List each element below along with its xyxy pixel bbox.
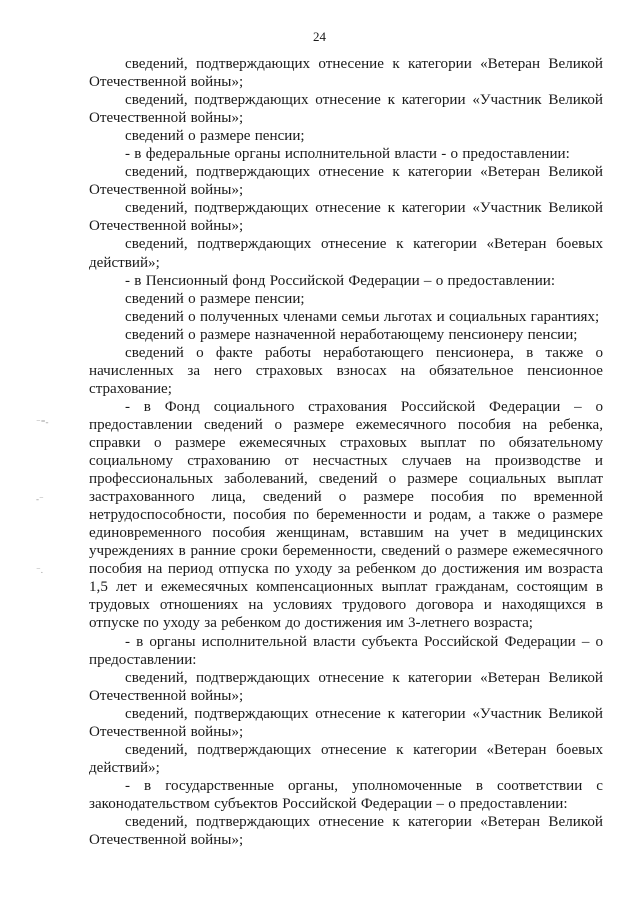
paragraph: сведений, подтверждающих отнесение к категории «Ветеран Великой Отечественной войны»; — [89, 56, 603, 91]
list-item-heading: - в государственные органы, уполномоченные в соответствии с законодательством субъектов Российской Федерации – о предоставлении: — [89, 777, 603, 812]
paragraph: сведений о размере пенсии; — [125, 128, 305, 145]
scan-artifact-mark: ⁻. — [36, 565, 44, 575]
paragraph: сведений о размере назначенной неработающему пенсионеру пенсии; — [125, 326, 578, 343]
list-item-heading: - в Пенсионный фонд Российской Федерации – о предоставлении: — [125, 272, 556, 289]
document-body — [89, 55, 603, 849]
scan-artifact-mark: ⁻⁼‐ — [36, 417, 49, 427]
paragraph: сведений, подтверждающих отнесение к категории «Участник Великой Отечественной войны»; — [89, 200, 603, 235]
paragraph: сведений, подтверждающих отнесение к категории «Ветеран Великой Отечественной войны»; — [89, 164, 603, 199]
paragraph: сведений, подтверждающих отнесение к категории «Ветеран Великой Отечественной войны»; — [89, 669, 603, 704]
paragraph: сведений, подтверждающих отнесение к категории «Участник Великой Отечественной войны»; — [89, 705, 603, 740]
scan-artifact-mark: ‐⁻ — [36, 494, 44, 504]
paragraph: сведений о полученных членами семьи льготах и социальных гарантиях; — [125, 308, 600, 325]
paragraph: сведений о размере пенсии; — [125, 290, 305, 307]
page-number: 24 — [313, 29, 326, 44]
paragraph: сведений, подтверждающих отнесение к категории «Ветеран боевых действий»; — [89, 236, 603, 271]
list-item-heading: - в Фонд социального страхования Российской Федерации – о предоставлении сведений о размере ежемесячного пособия на ребенка, справки о размере ежемесячных страховых выплат по обязательному социальному страхованию от несчастных случаев на производстве и профессиональных заболеваний, сведений о размере социальных выплат застрахованного лица, сведений о размере пособия по временной нетрудоспособности, пособия по беременности и родам, а также о размере единовременного пособия женщинам, вставшим на учет в медицинских учреждениях в ранние сроки беременности, сведений о размере ежемесячного пособия на период отпуска по уходу за ребенком до достижения им возраста 1,5 лет и ежемесячных компенсационных выплат гражданам, состоящим в трудовых отношениях на условиях трудового договора и находящихся в отпуске по уходу за ребенком до достижения им 3-летнего возраста; — [89, 398, 603, 632]
paragraph: сведений, подтверждающих отнесение к категории «Ветеран Великой Отечественной войны»; — [89, 813, 603, 849]
list-item-heading: - в органы исполнительной власти субъекта Российской Федерации – о предоставлении: — [89, 633, 603, 668]
paragraph: сведений о факте работы неработающего пенсионера, в также о начисленных за него страховых взносах на обязательное пенсионное страхование; — [89, 344, 603, 397]
paragraph: сведений, подтверждающих отнесение к категории «Ветеран боевых действий»; — [89, 741, 603, 776]
list-item-heading: - в федеральные органы исполнительной власти - о предоставлении: — [125, 146, 570, 163]
paragraph: сведений, подтверждающих отнесение к категории «Участник Великой Отечественной войны»; — [89, 92, 603, 127]
